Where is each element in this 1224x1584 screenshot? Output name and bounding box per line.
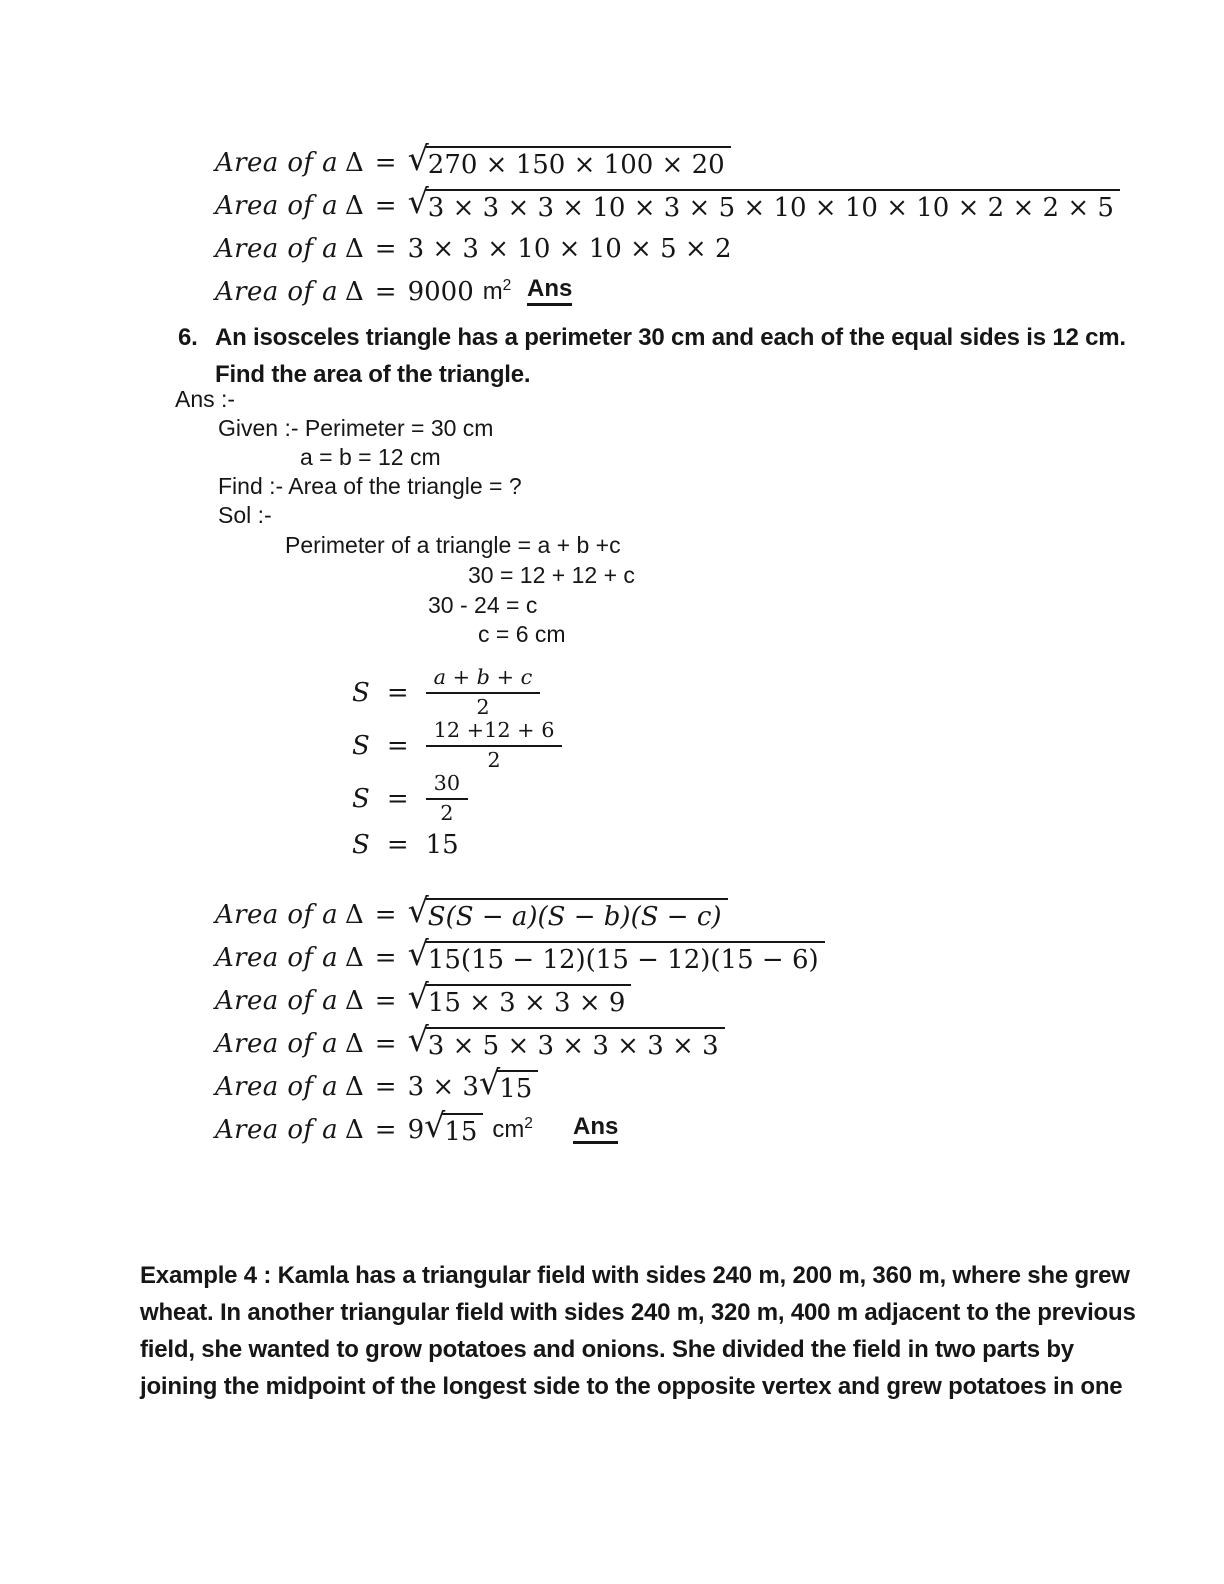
problem-text-line-1: An isosceles triangle has a perimeter 30 cm and each of the equal sides is 12 cm. xyxy=(215,324,1126,351)
equation-lhs: Area of a xyxy=(215,233,338,264)
s-symbol: S xyxy=(352,730,370,761)
equation-lhs: Area of a xyxy=(215,942,338,973)
delta-symbol: Δ xyxy=(345,1114,364,1145)
problem-text-line-2: Find the area of the triangle. xyxy=(215,361,531,388)
fraction-numerator: 12 +12 + 6 xyxy=(426,719,563,747)
problem-number: 6. xyxy=(178,324,198,351)
example-4-paragraph xyxy=(140,1262,1136,1410)
equation-lhs: Area of a xyxy=(215,985,338,1016)
heron-line-2 xyxy=(215,933,825,979)
square-root-expression xyxy=(407,890,728,932)
delta-symbol: Δ xyxy=(345,1071,364,1102)
equals-sign: = xyxy=(386,730,409,761)
fraction-denominator: 2 xyxy=(487,747,501,772)
fraction-numerator: 30 xyxy=(426,772,468,800)
fraction xyxy=(426,719,563,773)
result-value: 9000 xyxy=(407,276,474,307)
coefficient: 9 xyxy=(407,1114,425,1145)
equals-sign: = xyxy=(374,1071,397,1102)
radical-icon: √ xyxy=(407,890,429,930)
equals-sign: = xyxy=(374,233,397,264)
radical-icon: √ xyxy=(407,933,429,973)
delta-symbol: Δ xyxy=(345,190,364,221)
radicand: 15 xyxy=(442,1113,483,1147)
ans-heading: Ans :- xyxy=(175,386,236,412)
equation-lhs: Area of a xyxy=(215,1028,338,1059)
radical-icon: √ xyxy=(407,181,429,221)
equals-sign: = xyxy=(374,276,397,307)
heron-line-5 xyxy=(215,1062,825,1108)
radical-icon: √ xyxy=(407,1019,429,1059)
equation-line-4 xyxy=(215,270,1120,313)
equals-sign: = xyxy=(386,830,409,860)
given-detail-line: a = b = 12 cm xyxy=(300,444,441,470)
perimeter-step-2: 30 = 12 + 12 + c xyxy=(468,562,635,588)
s-equation-3 xyxy=(352,772,562,825)
expression: 3 × 3 × 10 × 10 × 5 × 2 xyxy=(407,233,732,264)
unit-label xyxy=(492,1115,533,1144)
delta-symbol: Δ xyxy=(345,276,364,307)
equation-lhs: Area of a xyxy=(215,147,338,178)
radicand: 15 × 3 × 3 × 9 xyxy=(426,984,632,1018)
delta-symbol: Δ xyxy=(345,1028,364,1059)
equals-sign: = xyxy=(374,1028,397,1059)
delta-symbol: Δ xyxy=(345,942,364,973)
equation-line-1 xyxy=(215,138,1120,184)
equals-sign: = xyxy=(374,942,397,973)
find-line: Find :- Area of the triangle = ? xyxy=(218,473,522,499)
radicand: 270 × 150 × 100 × 20 xyxy=(426,146,731,180)
fraction xyxy=(426,772,468,826)
ans-label: Ans xyxy=(573,1114,618,1144)
radicand: 3 × 3 × 3 × 10 × 3 × 5 × 10 × 10 × 10 × 2 × 2 × 5 xyxy=(426,189,1120,223)
unit-exponent: 2 xyxy=(524,1115,533,1133)
square-root-expression xyxy=(407,138,731,180)
radical-icon: √ xyxy=(407,138,429,178)
equals-sign: = xyxy=(374,899,397,930)
equation-lhs: Area of a xyxy=(215,1114,338,1145)
radicand: S(S − a)(S − b)(S − c) xyxy=(426,898,728,932)
example-4-line-4: joining the midpoint of the longest side to the opposite vertex and grew potatoes in one xyxy=(140,1373,1123,1400)
answer-section xyxy=(175,386,522,531)
equation-lhs: Area of a xyxy=(215,899,338,930)
fraction-numerator: a + b + c xyxy=(426,666,541,694)
s-equation-2 xyxy=(352,719,562,772)
sol-heading: Sol :- xyxy=(218,502,272,528)
radicand: 3 × 5 × 3 × 3 × 3 × 3 xyxy=(426,1027,725,1061)
coefficient: 3 × 3 xyxy=(407,1071,479,1102)
s-symbol: S xyxy=(352,677,370,708)
fraction-denominator: 2 xyxy=(476,694,490,719)
equation-lhs: Area of a xyxy=(215,276,338,307)
heron-block xyxy=(215,890,825,1151)
problem-line xyxy=(178,324,1126,361)
heron-line-1 xyxy=(215,890,825,936)
equals-sign: = xyxy=(374,985,397,1016)
equals-sign: = xyxy=(374,147,397,178)
radicand: 15 xyxy=(497,1070,538,1104)
unit-base: cm xyxy=(492,1115,525,1143)
perimeter-step-4: c = 6 cm xyxy=(478,621,566,647)
s-equation-1 xyxy=(352,666,562,719)
solution-block-top xyxy=(215,138,1120,313)
s-equation-4 xyxy=(352,825,562,865)
s-result: 15 xyxy=(425,830,459,860)
equation-lhs: Area of a xyxy=(215,190,338,221)
square-root-expression xyxy=(407,1019,725,1061)
equals-sign: = xyxy=(374,190,397,221)
square-root-expression xyxy=(407,181,1120,223)
delta-symbol: Δ xyxy=(345,233,364,264)
heron-line-3 xyxy=(215,976,825,1022)
s-symbol: S xyxy=(352,783,370,814)
square-root-expression xyxy=(407,933,825,975)
example-4-line-3: field, she wanted to grow potatoes and onions. She divided the field in two parts by xyxy=(140,1336,1074,1363)
square-root-expression xyxy=(478,1062,538,1104)
perimeter-step-3: 30 - 24 = c xyxy=(428,592,538,618)
fraction-denominator: 2 xyxy=(440,800,454,825)
heron-line-6 xyxy=(215,1105,825,1151)
equals-sign: = xyxy=(386,783,409,814)
unit-label xyxy=(483,277,512,306)
delta-symbol: Δ xyxy=(345,899,364,930)
equation-line-2 xyxy=(215,181,1120,227)
radicand: 15(15 − 12)(15 − 12)(15 − 6) xyxy=(426,941,825,975)
square-root-expression xyxy=(424,1105,483,1147)
square-root-expression xyxy=(407,976,632,1018)
semi-perimeter-block xyxy=(352,666,562,865)
equation-lhs: Area of a xyxy=(215,1071,338,1102)
s-symbol: S xyxy=(352,830,370,860)
perimeter-step-1: Perimeter of a triangle = a + b +c xyxy=(285,532,621,558)
equation-line-3 xyxy=(215,227,1120,270)
radical-icon: √ xyxy=(407,976,429,1016)
ans-label: Ans xyxy=(527,276,572,306)
equals-sign: = xyxy=(386,677,409,708)
delta-symbol: Δ xyxy=(345,147,364,178)
radical-icon: √ xyxy=(478,1062,501,1102)
example-4-line-1: Example 4 : Kamla has a triangular field with sides 240 m, 200 m, 360 m, where she grew xyxy=(140,1262,1130,1289)
radical-icon: √ xyxy=(424,1105,446,1145)
equals-sign: = xyxy=(374,1114,397,1145)
given-line: Given :- Perimeter = 30 cm xyxy=(218,415,494,441)
delta-symbol: Δ xyxy=(345,985,364,1016)
unit-base: m xyxy=(482,277,503,305)
fraction xyxy=(426,666,541,720)
unit-exponent: 2 xyxy=(502,277,512,295)
heron-line-4 xyxy=(215,1019,825,1065)
example-4-line-2: wheat. In another triangular field with sides 240 m, 320 m, 400 m adjacent to the previous xyxy=(140,1299,1136,1326)
